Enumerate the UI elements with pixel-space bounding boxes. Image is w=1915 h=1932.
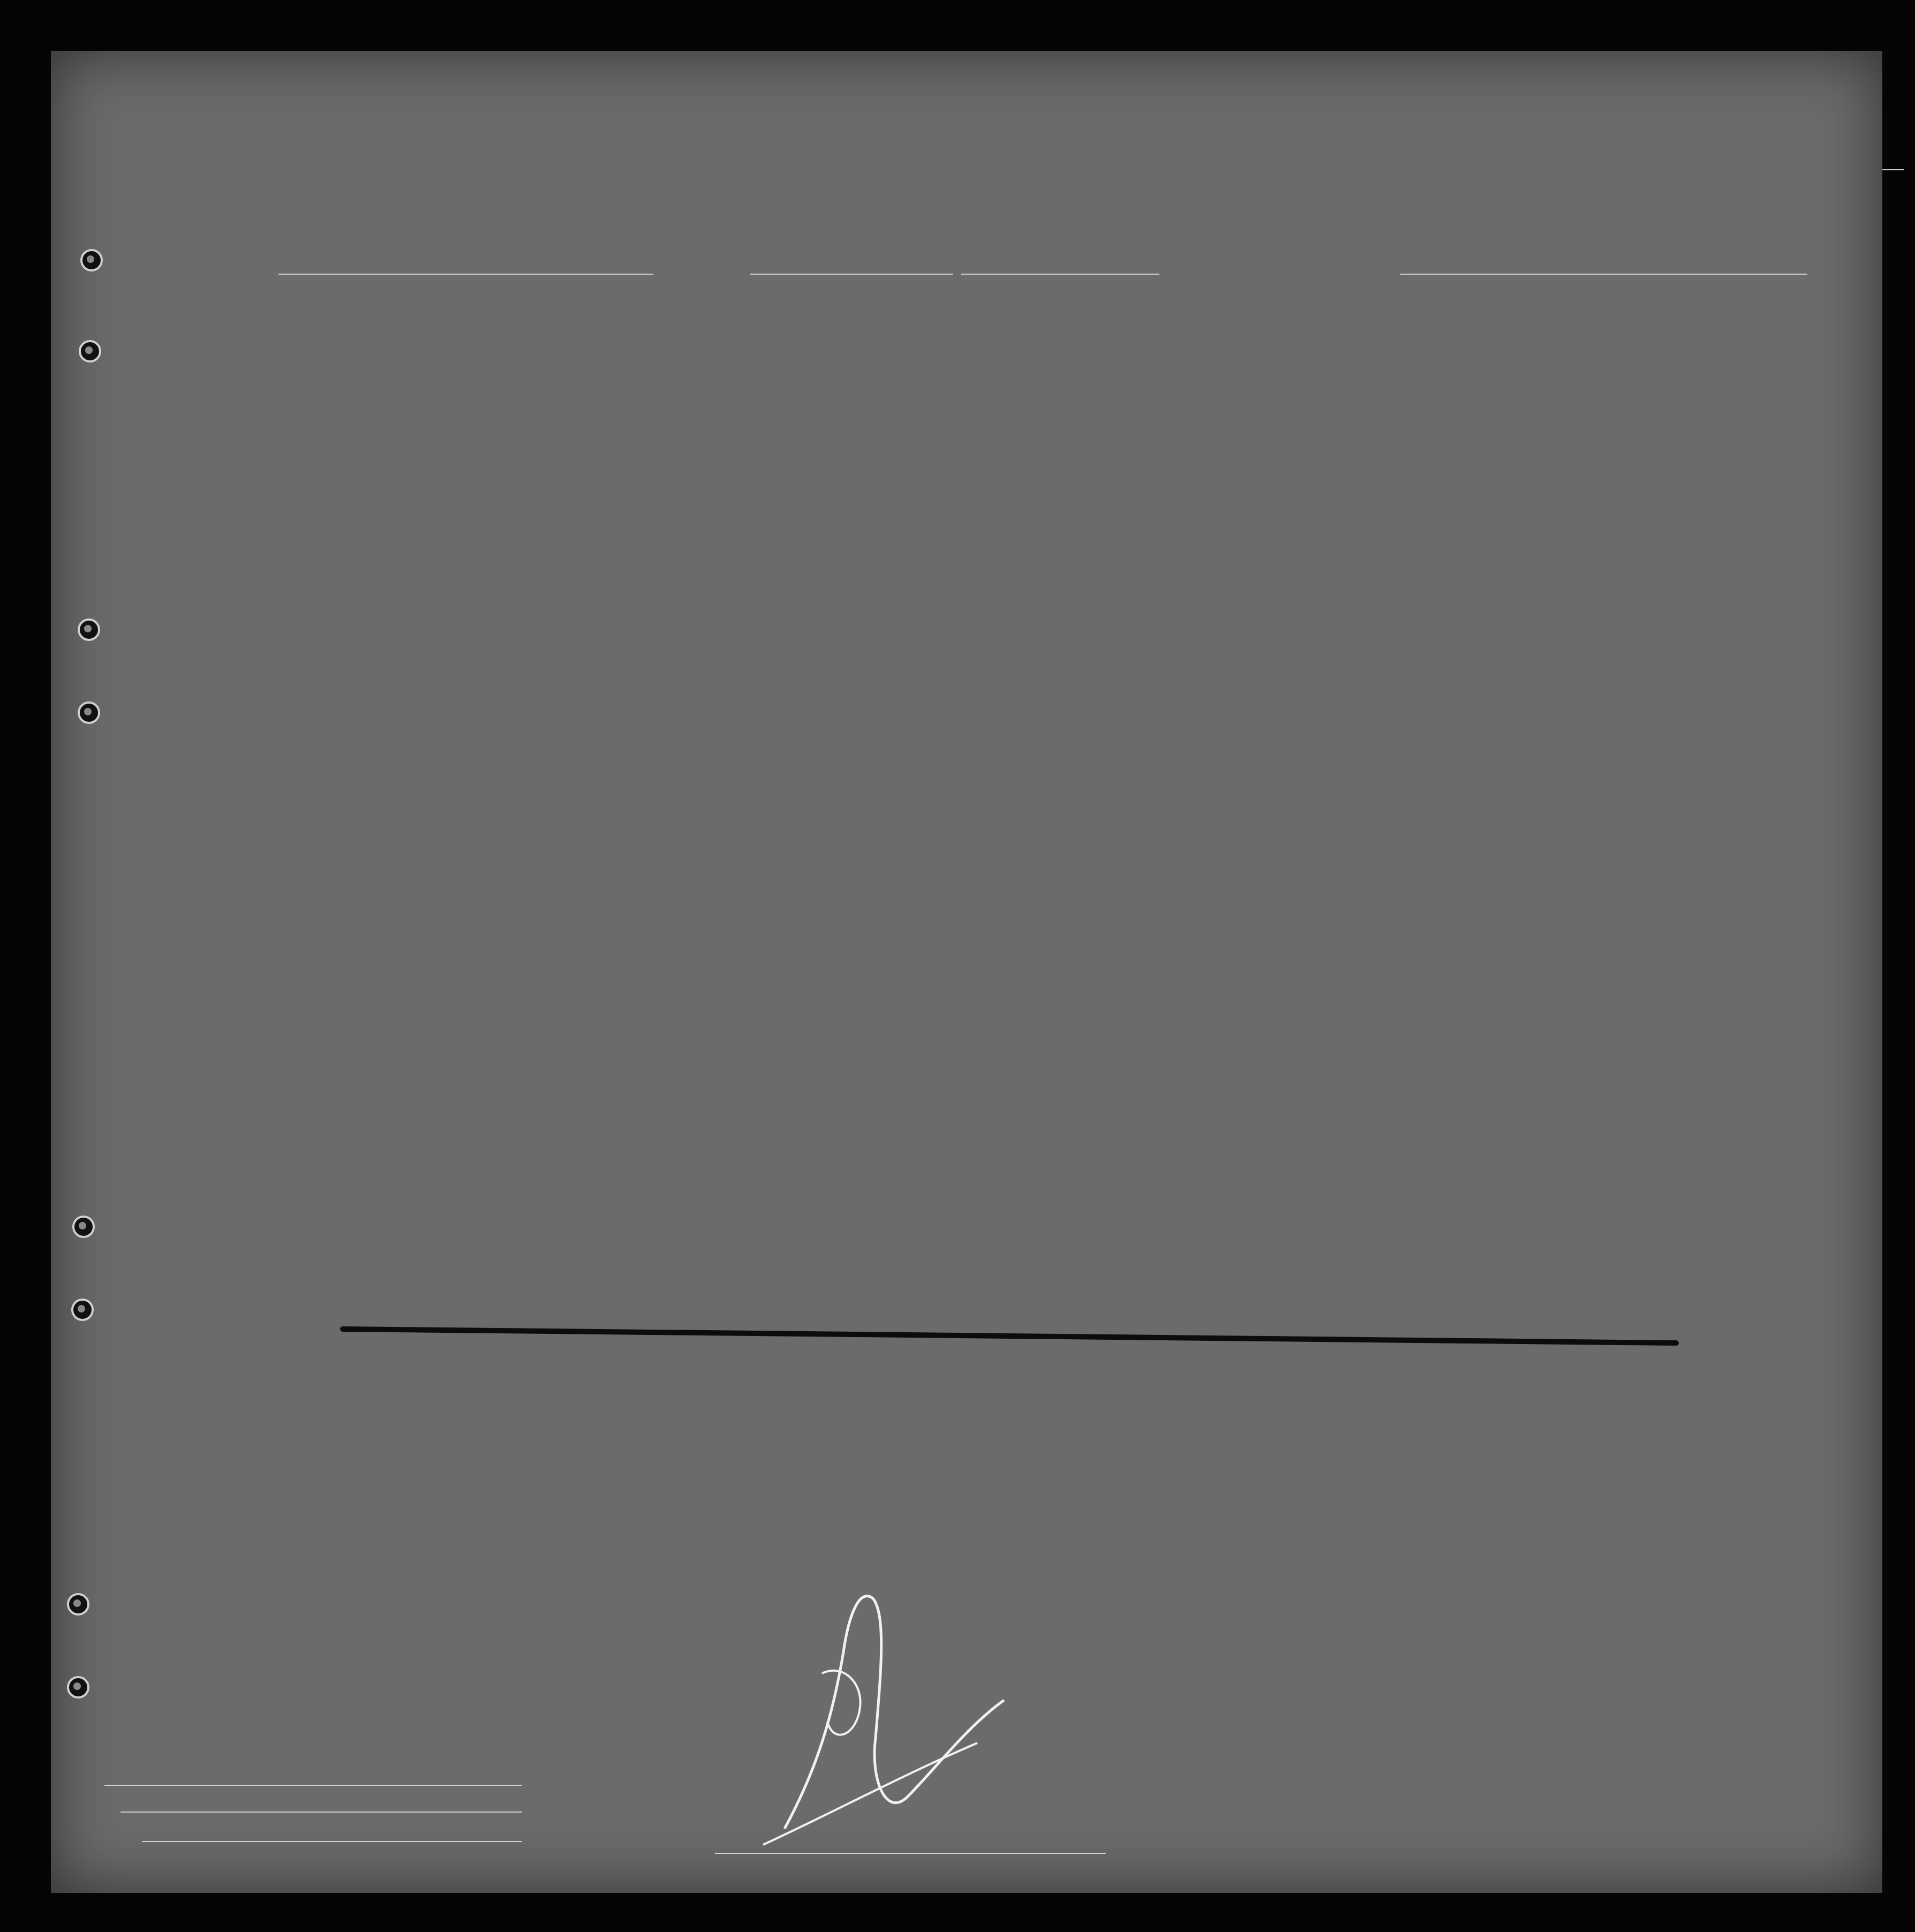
punch-hole — [78, 701, 100, 724]
punch-hole — [78, 618, 100, 641]
punch-hole — [72, 1216, 95, 1238]
crew-table — [129, 343, 1888, 1692]
punch-hole — [67, 1676, 89, 1699]
punch-hole — [71, 1299, 94, 1321]
punch-hole — [80, 249, 103, 271]
punch-hole — [79, 340, 101, 363]
manifest-sheet — [51, 51, 1882, 1893]
vessel-line — [217, 253, 1823, 285]
footer — [72, 1775, 1839, 1882]
punch-hole — [67, 1593, 89, 1616]
sheet-number — [1882, 155, 1904, 169]
sheet-value — [1882, 156, 1904, 170]
